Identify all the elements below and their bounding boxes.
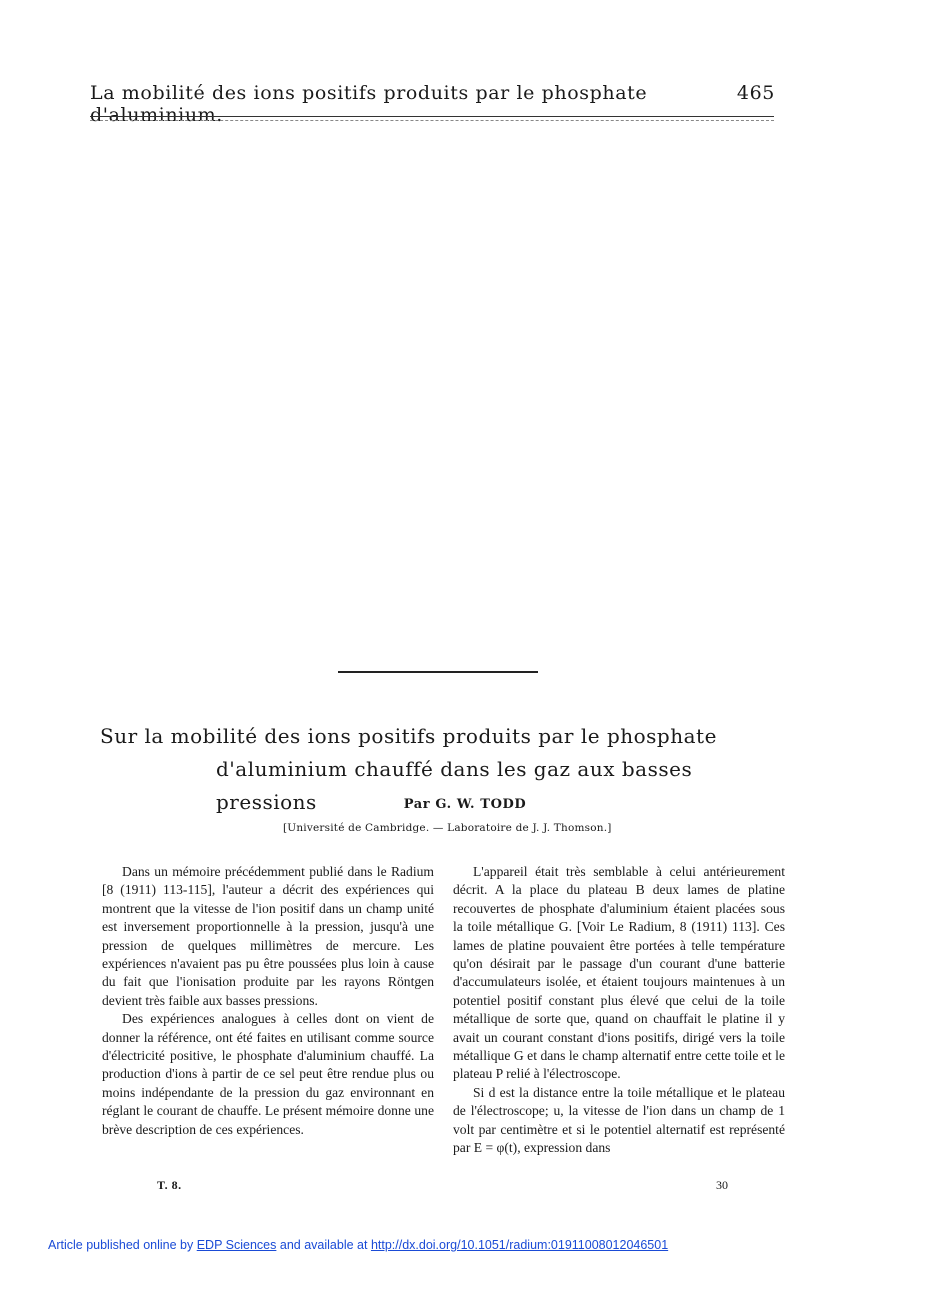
signature-mark: 30 — [716, 1178, 728, 1192]
byline: Par G. W. TODD — [403, 797, 527, 812]
notice-prefix: Article published online by — [48, 1238, 194, 1252]
notice-middle: and available at — [279, 1238, 368, 1252]
left-column — [102, 863, 434, 1139]
affiliation: [Université de Cambridge. — Laboratoire de J. J. Thomson.] — [283, 822, 612, 834]
header-rule-secondary — [90, 120, 774, 121]
right-paragraph-1: L'appareil était très semblable à celui antérieurement décrit. A la place du plateau B deux lames de platine recouvertes de phosphate d'aluminium étaient placées sous la toile métallique G. [Voir Le Radium, 8 (1911) 113]. Ces lames de platine pouvaient être portées à telle température qu'on désirait par le passage d'un courant d'une batterie d'accumulateurs isolée, et étaient toujours maintenues à un potentiel positif constant plus élevé que celui de la toile métallique de sorte que, quand on chauffait le platine il y avait un courant constant d'ions positifs, dirigé vers la toile métallique G et dans le champ alternatif entre cette toile et le plateau P relié à l'électroscope. — [453, 864, 785, 1082]
volume-mark: T. 8. — [157, 1178, 182, 1192]
publisher-link[interactable]: EDP Sciences — [196, 1238, 277, 1252]
doi-link[interactable]: http://dx.doi.org/10.1051/radium:01911008012046501 — [370, 1238, 669, 1252]
page-number: 465 — [736, 82, 775, 104]
title-line-2: d'aluminium chauffé dans les gaz aux basses pressions — [216, 757, 693, 814]
title-line-1: Sur la mobilité des ions positifs produits par le phosphate — [100, 724, 717, 748]
section-separator — [338, 671, 538, 673]
publication-notice — [48, 1238, 668, 1252]
header-rule — [90, 116, 774, 117]
running-title: La mobilité des ions positifs produits par le phosphate d'aluminium. — [90, 82, 648, 126]
right-column — [453, 863, 785, 1158]
right-paragraph-2: Si d est la distance entre la toile métallique et le plateau de l'électroscope; u, la vitesse de l'ion dans un champ de 1 volt par centimètre et si le potentiel alternatif est représenté par E = φ(t), expression dans — [453, 1084, 785, 1156]
left-paragraph-2: Des expériences analogues à celles dont on vient de donner la référence, ont été faites en utilisant comme source d'électricité positive, le phosphate d'aluminium chauffé. La production d'ions à partir de ce sel peut être rendue plus ou moins indépendante de la pression du gaz environnant en réglant le courant de chauffe. Le présent mémoire donne une brève description de ces expériences. — [102, 1011, 434, 1137]
left-paragraph-1: Dans un mémoire précédemment publié dans le Radium [8 (1911) 113-115], l'auteur a décrit des expériences qui montrent que la vitesse de l'ion positif dans un champ unité est inversement proportionnelle à la pression, jusqu'à une pression de quelques millimètres de mercure. Les expériences n'avaient pas pu être poussées plus loin à cause du fait que l'ionisation produite par les rayons Röntgen devient très faible aux basses pressions. — [102, 864, 434, 1008]
